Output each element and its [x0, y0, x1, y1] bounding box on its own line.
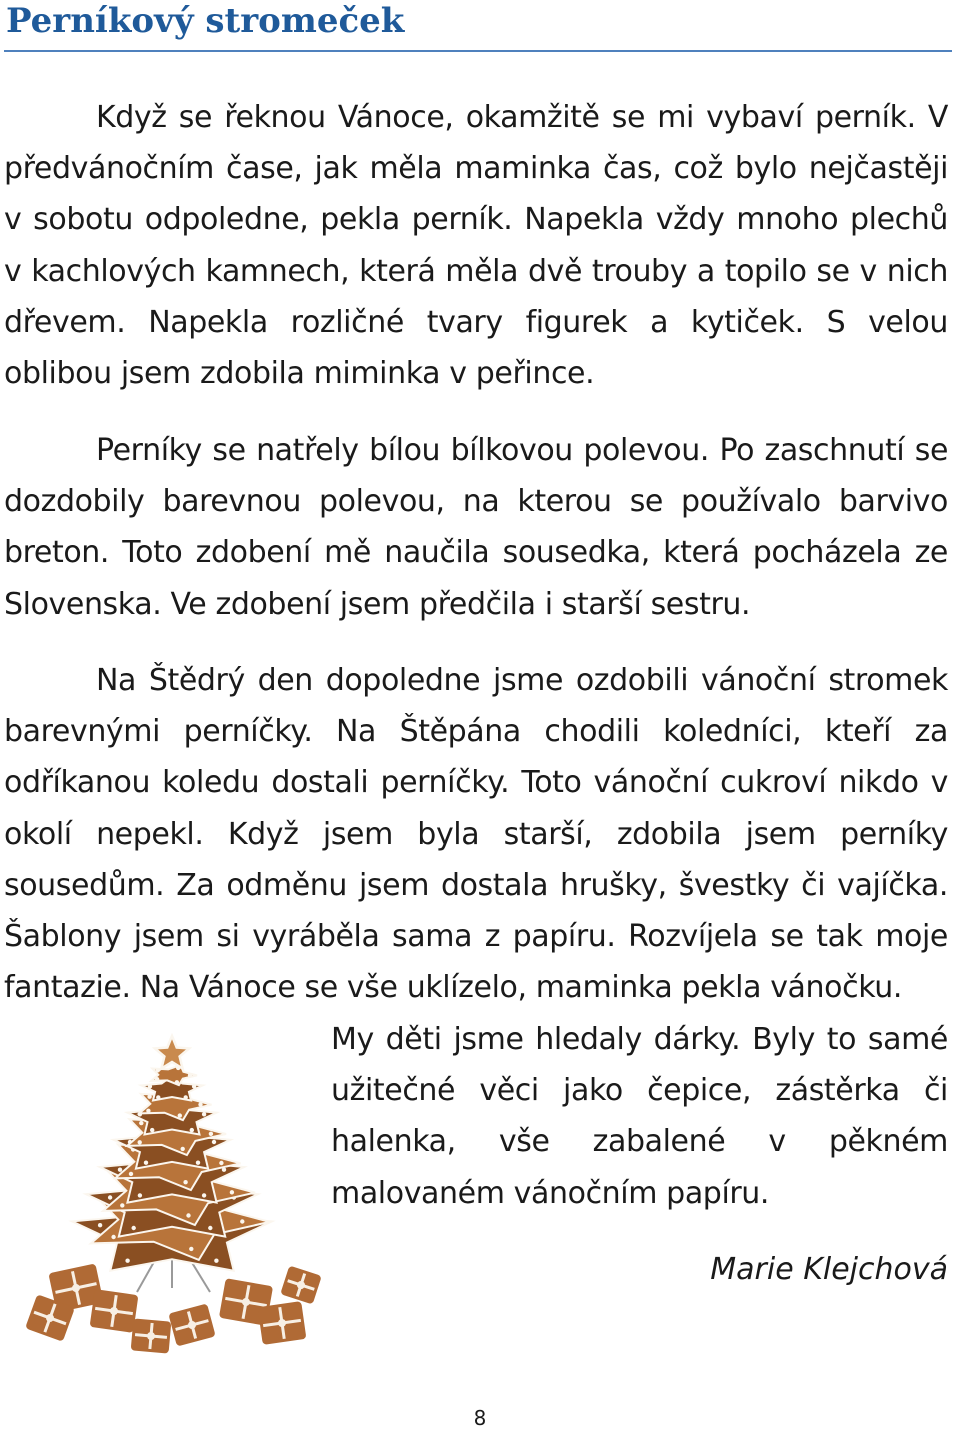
title-underline [4, 50, 952, 52]
gingerbread-tree-icon [22, 1030, 322, 1360]
page-title: Perníkový stromeček [6, 1, 405, 41]
page-number: 8 [473, 1406, 487, 1430]
paragraph-2: Perníky se natřely bílou bílkovou polevou. Po zaschnutí se dozdobily barevnou polevou, na kterou se používalo barvivo breton. Toto zdobení mě naučila sousedka, která pocházela ze Slovenska. Ve zdobení jsem předčila i starší sestru. [4, 433, 948, 622]
tree-tiers [72, 1065, 272, 1271]
author-signature: Marie Klejchová [710, 1252, 948, 1287]
paragraph-3: Na Štědrý den dopoledne jsme ozdobili vánoční stromek barevnými perníčky. Na Štěpána chodili koledníci, kteří za odříkanou koledu dostali perníčky. Toto vánoční cukroví nikdo v okolí nepekl. Když jsem byla starší, zdobila jsem perníky sousedům. Za odměnu jsem dostala hrušky, švestky či vajíčka. Šablony jsem si vyráběla sama z papíru. Rozvíjela se tak moje fantazie. Na Vánoce se vše uklízelo, maminka pekla vánočku. [4, 663, 948, 1006]
paragraph-4: My děti jsme hledaly dárky. Byly to samé užitečné věci jako čepice, zástěrka či halenka, vše zabalené v pěkném malovaném vánočním papíru. [331, 1022, 948, 1211]
top-star [155, 1036, 189, 1069]
gift-cookies [25, 1263, 322, 1353]
paragraph-1: Když se řeknou Vánoce, okamžitě se mi vybaví perník. V předvánočním čase, jak měla maminka čas, což bylo nejčastěji v sobotu odpoledne, pekla perník. Napekla vždy mnoho plechů v kachlových kamnech, která měla dvě trouby a topilo se v nich dřevem. Napekla rozličné tvary figurek a kytiček. S velou oblibou jsem zdobila miminka v peřince. [4, 100, 948, 392]
